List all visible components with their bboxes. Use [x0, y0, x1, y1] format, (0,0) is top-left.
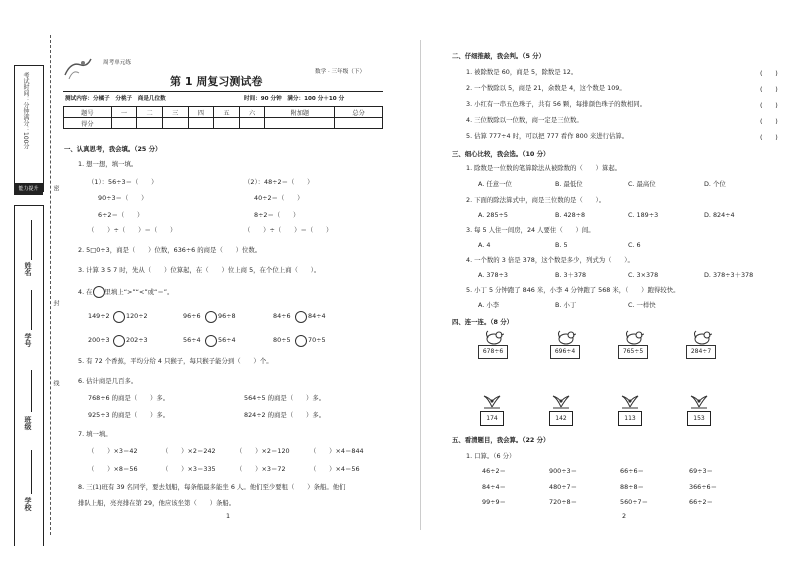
q7-item: （ ）×3＝335 — [162, 465, 216, 473]
title-rule — [63, 91, 383, 92]
oral-calc-item: 69÷3＝ — [689, 467, 713, 475]
q8-text-cont: 排队上船，亮亮排在第 29，他应该坐第（ ）条船。 — [78, 499, 236, 507]
score-input[interactable] — [265, 118, 335, 129]
score-table-row — [64, 118, 383, 129]
page-number-2: 2 — [622, 512, 627, 520]
binding-strip — [0, 0, 60, 562]
q4-expr: 149÷2 — [88, 312, 110, 320]
judge-answer-box[interactable]: ( ) — [760, 85, 778, 93]
choice-question: 4. 一个数的 3 倍是 378，这个数是多少，列式为（ ）。 — [466, 256, 634, 264]
judge-answer-box[interactable]: ( ) — [760, 101, 778, 109]
score-input[interactable] — [162, 118, 188, 129]
q6-item: 564÷5 的商是（ ）多。 — [244, 394, 326, 402]
test-content: 测试内容：分橘子 分桃子 商是几位数 — [65, 96, 166, 102]
number-label: 学号 — [24, 333, 32, 347]
capability-badge: 能力提升 — [14, 183, 43, 195]
choice-option[interactable]: C. 一样快 — [628, 301, 656, 309]
match-card: 765÷5 — [618, 345, 648, 359]
binding-info-box — [14, 65, 44, 192]
q4-answer-circle[interactable] — [295, 311, 307, 323]
choice-question: 1. 除数是一位数的笔算除法从被除数的（ ）算起。 — [466, 164, 622, 172]
q7-item: （ ）×2＝242 — [162, 447, 216, 455]
series-label: 数学 · 三年级（下） — [315, 69, 366, 75]
match-number-box: 142 — [549, 411, 573, 426]
score-cell: 题号 — [64, 107, 112, 118]
choice-option[interactable]: C. 6 — [628, 241, 641, 249]
q3-text: 3. 计算 3 5 7 时，先从（ ）位算起，在（ ）位上商 5，在个位上商（ ）。 — [78, 266, 321, 274]
score-input[interactable] — [137, 118, 163, 129]
oral-calc-item: 46÷2＝ — [482, 467, 506, 475]
q1-right-3: （ ）÷（ ）＝（ ） — [244, 226, 333, 234]
q4-expr: 202÷3 — [126, 336, 148, 344]
q7-text: 7. 填一填。 — [78, 430, 112, 438]
q5-text: 5. 有 72 个香蕉，平均分给 4 只猴子，每只猴子能分到（ ）个。 — [78, 357, 273, 365]
judge-item: 4. 三位数除以一位数，商一定是三位数。 — [466, 116, 583, 124]
judge-answer-box[interactable]: ( ) — [760, 117, 778, 125]
q4-expr: 84÷4 — [308, 312, 326, 320]
choice-option[interactable]: A. 4 — [478, 241, 491, 249]
q4-expr: 70÷5 — [308, 336, 326, 344]
oral-calc-item: 66÷6＝ — [620, 467, 644, 475]
score-cell: 得分 — [64, 118, 112, 129]
bird-icon — [692, 329, 712, 345]
oral-calc-item: 560÷7＝ — [620, 498, 649, 506]
choice-option[interactable]: B. 5 — [555, 241, 568, 249]
score-cell: 五 — [214, 107, 240, 118]
match-card: 696÷4 — [550, 345, 580, 359]
seal-mark-1: 密 — [52, 185, 59, 191]
section5-title: 五、看清题目，我会算。（22 分） — [452, 436, 550, 444]
q8-text: 8. 三(1)班有 39 名同学，要去划船，每条船最多能坐 6 人。他们至少要租（ ）条船。他们 — [78, 483, 346, 491]
q7-item: （ ）×2＝120 — [236, 447, 290, 455]
choice-option[interactable]: B. 428÷8 — [555, 211, 586, 219]
choice-option[interactable]: D. 个位 — [704, 180, 726, 188]
number-underline — [31, 290, 32, 330]
match-card: 284÷7 — [686, 345, 716, 359]
q4-answer-circle[interactable] — [295, 335, 307, 347]
q4-answer-circle[interactable] — [113, 311, 125, 323]
page-number-1: 1 — [226, 512, 231, 520]
oral-calc-item: 88÷8＝ — [620, 483, 644, 491]
q1-left-2: 6÷2＝（ ） — [98, 211, 144, 219]
score-input[interactable] — [188, 118, 214, 129]
judge-item: 1. 被除数是 60，商是 5，除数是 12。 — [466, 68, 578, 76]
choice-option[interactable]: B. 最低位 — [555, 180, 583, 188]
q4-answer-circle[interactable] — [113, 335, 125, 347]
section4-title: 四、连一连。（8 分） — [452, 318, 513, 326]
score-cell: 六 — [239, 107, 265, 118]
oral-calc-item: 99÷9＝ — [482, 498, 506, 506]
bird-icon — [484, 329, 504, 345]
choice-option[interactable]: A. 285÷5 — [478, 211, 508, 219]
class-underline — [31, 370, 32, 412]
judge-item: 3. 小红有一串五色珠子，共有 56 颗，每排颜色珠子的数相同。 — [466, 100, 647, 108]
q6-item: 768÷6 的商是（ ）多。 — [88, 394, 170, 402]
choice-option[interactable]: C. 189÷3 — [628, 211, 659, 219]
q4-circle-icon — [93, 286, 105, 298]
oral-calc-item: 66÷2＝ — [689, 498, 713, 506]
q1-right-1: 40÷2＝（ ） — [254, 194, 304, 202]
score-input[interactable] — [111, 118, 137, 129]
section1-title: 一、认真思考，我会填。（25 分） — [64, 145, 162, 153]
q6-text: 6. 估计商是几百多。 — [78, 377, 138, 385]
choice-option[interactable]: C. 3×378 — [628, 271, 659, 279]
choice-option[interactable]: A. 小李 — [478, 301, 500, 309]
choice-option[interactable]: D. 824÷4 — [704, 211, 735, 219]
q1-right-2: 8÷2＝（ ） — [254, 211, 300, 219]
time-score: 时间：90 分钟 满分：100 分＋10 分 — [244, 96, 345, 102]
q7-item: （ ）×3＝42 — [88, 447, 138, 455]
score-input[interactable] — [335, 118, 383, 129]
score-cell: 总分 — [335, 107, 383, 118]
score-input[interactable] — [214, 118, 240, 129]
q7-item: （ ）×4＝56 — [310, 465, 360, 473]
bird-icon — [624, 329, 644, 345]
match-number-box: 153 — [687, 411, 711, 426]
q1-left-title: （1）：56÷3＝（ ） — [88, 178, 158, 186]
binding-info-text: 考试时间：分钟满分：100分 — [22, 72, 29, 150]
score-cell: 二 — [137, 107, 163, 118]
bird-icon — [482, 394, 502, 410]
oral-calc-item: 720÷8＝ — [549, 498, 578, 506]
bird-icon — [620, 394, 640, 410]
name-underline — [31, 220, 32, 260]
q7-item: （ ）×8＝56 — [88, 465, 138, 473]
choice-option[interactable]: D. 378÷3＋378 — [704, 271, 754, 279]
match-number-box: 113 — [618, 411, 642, 426]
score-table — [63, 106, 383, 129]
choice-question: 2. 下面的除法算式中，商是三位数的是（ ）。 — [466, 196, 606, 204]
q4-prefix: 4. 在 — [78, 288, 93, 296]
oral-calc-item: 900÷3＝ — [549, 467, 578, 475]
school-underline — [31, 450, 32, 494]
q4-expr: 96÷8 — [218, 312, 236, 320]
q7-item: （ ）×4＝844 — [310, 447, 364, 455]
judge-answer-box[interactable]: ( ) — [760, 133, 778, 141]
q4-text — [78, 286, 173, 298]
score-cell: 四 — [188, 107, 214, 118]
choice-option[interactable]: A. 任意一位 — [478, 180, 512, 188]
oral-calc-item: 480÷7＝ — [549, 483, 578, 491]
bird-icon — [556, 329, 576, 345]
judge-item: 2. 一个数除以 5，商是 21，余数是 4，这个数是 109。 — [466, 84, 626, 92]
q4-expr: 84÷6 — [273, 312, 291, 320]
bird-icon — [551, 394, 571, 410]
q4-answer-circle[interactable] — [205, 311, 217, 323]
q2-text: 2. 5□0÷3，商是（ ）位数，636÷6 的商是（ ）位数。 — [78, 246, 262, 254]
q1-left-3: （ ）÷（ ）＝（ ） — [88, 226, 177, 234]
choice-question: 3. 每 5 人住一间房，24 人要住（ ）间。 — [466, 226, 595, 234]
choice-option[interactable]: B. 3＋378 — [555, 271, 587, 279]
oral-calc-title: 1. 口算。（6 分） — [466, 452, 516, 460]
stamp-text: 周考单元练 — [103, 60, 131, 66]
choice-option[interactable]: C. 最高位 — [628, 180, 656, 188]
seal-mark-2: 封 — [52, 300, 59, 306]
cut-line — [50, 35, 51, 535]
q4-expr: 56÷4 — [218, 336, 236, 344]
score-cell: 三 — [162, 107, 188, 118]
class-label: 班级 — [24, 416, 32, 430]
q4-expr: 96÷6 — [183, 312, 201, 320]
stamp-brush-icon — [63, 55, 93, 83]
q6-item: 824÷2 的商是（ ）多。 — [244, 411, 326, 419]
score-cell: 一 — [111, 107, 137, 118]
choice-option[interactable]: A. 378÷3 — [478, 271, 508, 279]
name-label: 姓名 — [24, 262, 32, 276]
page-title: 第 1 周复习测试卷 — [170, 75, 263, 88]
q4-expr: 56÷4 — [183, 336, 201, 344]
score-cell: 附加题 — [265, 107, 335, 118]
match-number-box: 174 — [480, 411, 504, 426]
section3-title: 三、细心比较，我会选。（10 分） — [452, 150, 550, 158]
q4-expr: 200÷3 — [88, 336, 110, 344]
oral-calc-item: 366÷6＝ — [689, 483, 718, 491]
score-input[interactable] — [239, 118, 265, 129]
match-card: 678÷6 — [478, 345, 508, 359]
q6-item: 925÷3 的商是（ ）多。 — [88, 411, 170, 419]
q4-suffix: 里填上“>”“<”或“＝”。 — [104, 288, 174, 296]
oral-calc-item: 84÷4＝ — [482, 483, 506, 491]
judge-answer-box[interactable]: ( ) — [760, 69, 778, 77]
choice-option[interactable]: B. 小丁 — [555, 301, 577, 309]
q7-item: （ ）×3＝72 — [236, 465, 286, 473]
q1-left-1: 90÷3＝（ ） — [98, 194, 148, 202]
choice-question: 5. 小丁 5 分钟跑了 846 米，小李 4 分钟跑了 568 米，（ ）跑得较快。 — [466, 286, 680, 294]
binding-separator — [14, 205, 44, 546]
judge-item: 5. 估算 777÷4 时，可以把 777 看作 800 来进行估算。 — [466, 132, 629, 140]
seal-mark-3: 线 — [52, 380, 59, 386]
q1-right-title: （2）：48÷2＝（ ） — [244, 178, 314, 186]
section2-title: 二、仔细推敲，我会判。（5 分） — [452, 52, 545, 60]
bird-icon — [689, 394, 709, 410]
page-divider — [420, 40, 421, 530]
school-label: 学校 — [24, 497, 32, 511]
q4-expr: 80÷5 — [273, 336, 291, 344]
q4-answer-circle[interactable] — [205, 335, 217, 347]
q4-expr: 120÷2 — [126, 312, 148, 320]
q1-text: 1. 想一想，填一填。 — [78, 160, 138, 168]
score-table-header — [64, 107, 383, 118]
